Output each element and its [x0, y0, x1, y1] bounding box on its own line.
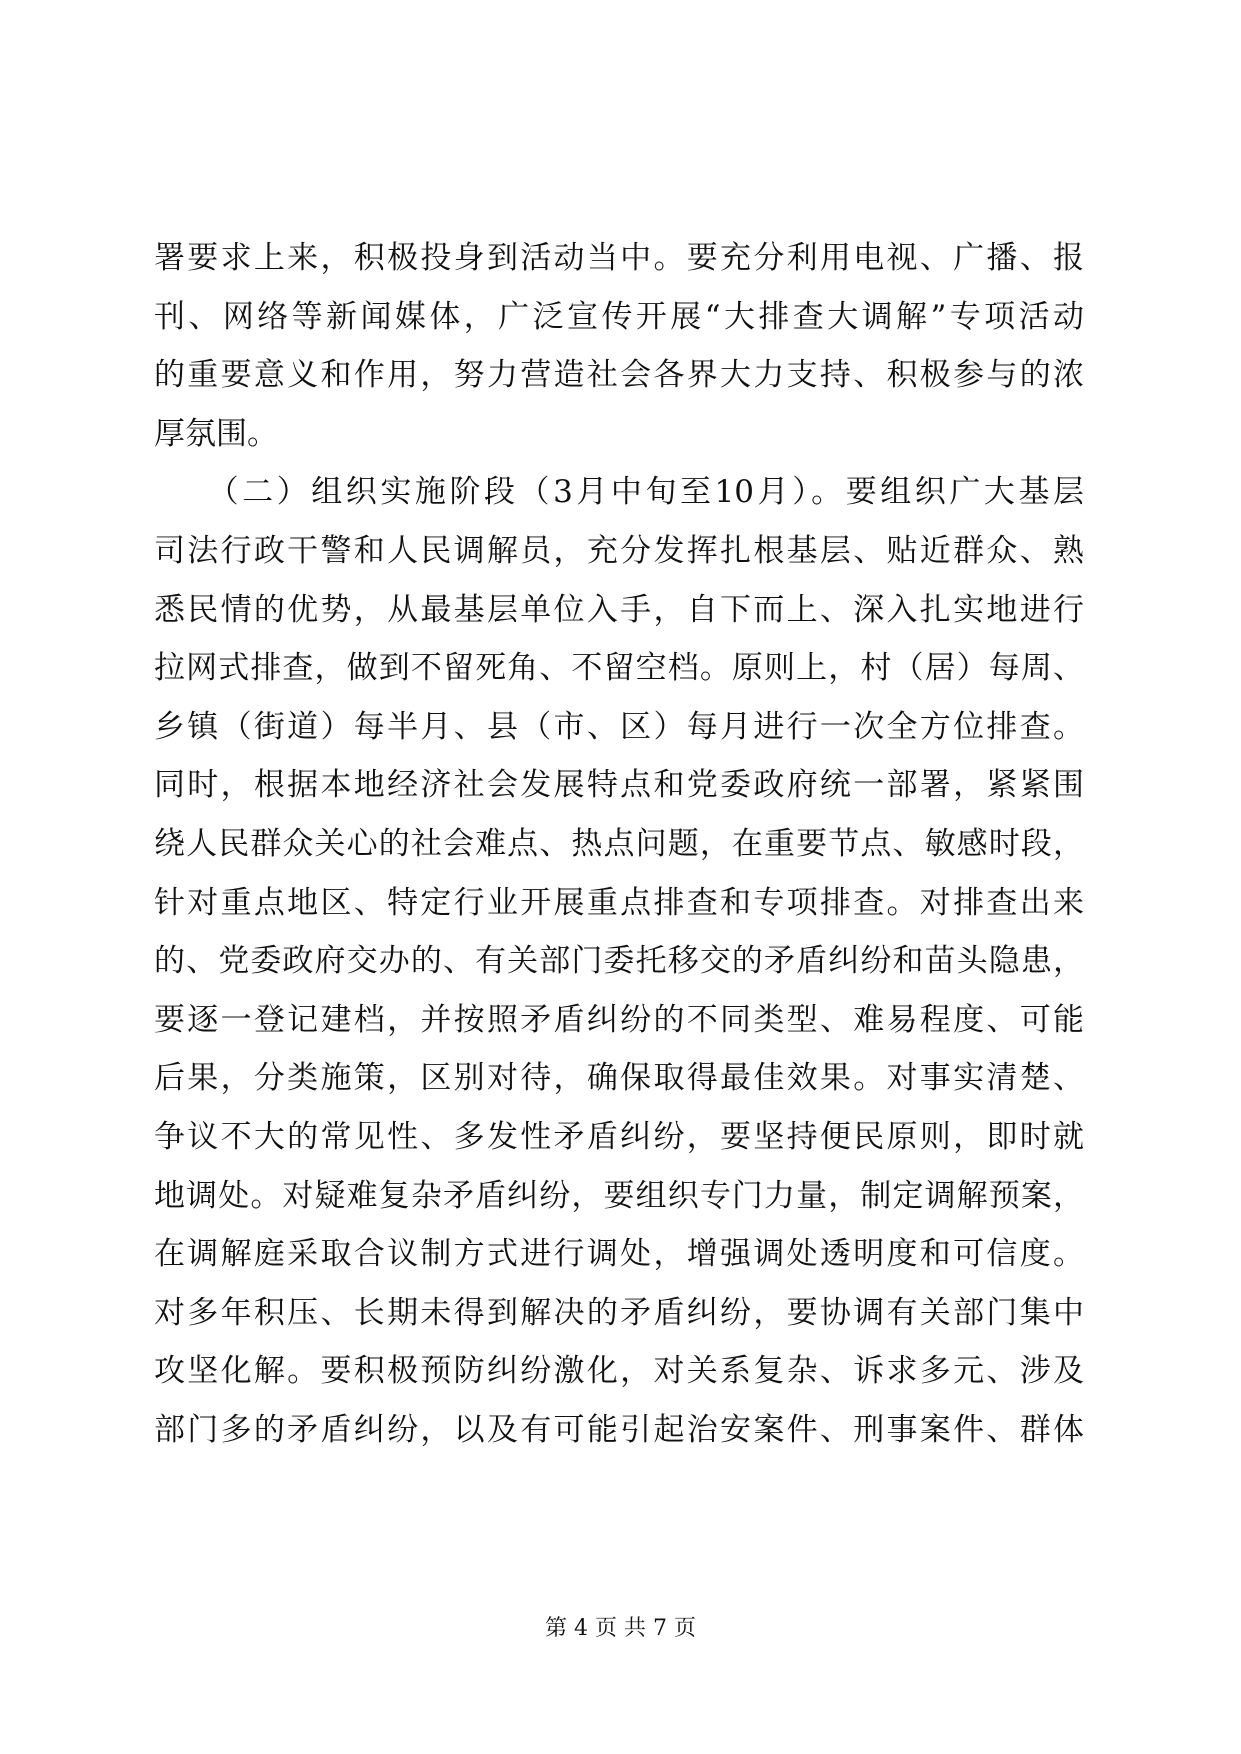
- text-line: 后果，分类施策，区别对待，确保取得最佳效果。对事实清楚、: [154, 1060, 1084, 1097]
- text-line: 刊、网络等新闻媒体，广泛宣传开展“大排查大调解”专项活动: [154, 298, 1084, 335]
- text-line: 部门多的矛盾纠纷，以及有可能引起治安案件、刑事案件、群体: [154, 1411, 1084, 1448]
- text-line: 同时，根据本地经济社会发展特点和党委政府统一部署，紧紧围: [154, 767, 1084, 804]
- text-line: （二）组织实施阶段（3月中旬至10月）。要组织广大基层: [154, 474, 1084, 511]
- text-line: 拉网式排查，做到不留死角、不留空档。原则上，村（居）每周、: [154, 650, 1084, 687]
- text-line: 对多年积压、长期未得到解决的矛盾纠纷，要协调有关部门集中: [154, 1294, 1084, 1331]
- document-body: [154, 229, 1084, 1459]
- text-line: 地调处。对疑难复杂矛盾纠纷，要组织专门力量，制定调解预案，: [154, 1177, 1084, 1214]
- text-line: 司法行政干警和人民调解员，充分发挥扎根基层、贴近群众、熟: [154, 532, 1084, 569]
- text-line: 绕人民群众关心的社会难点、热点问题，在重要节点、敏感时段，: [154, 825, 1084, 862]
- text-line: 针对重点地区、特定行业开展重点排查和专项排查。对排查出来: [154, 884, 1084, 921]
- text-line: 要逐一登记建档，并按照矛盾纠纷的不同类型、难易程度、可能: [154, 1001, 1084, 1038]
- text-line: 的、党委政府交办的、有关部门委托移交的矛盾纠纷和苗头隐患，: [154, 943, 1084, 980]
- text-line: 的重要意义和作用，努力营造社会各界大力支持、积极参与的浓: [154, 357, 1084, 394]
- text-line: 争议不大的常见性、多发性矛盾纠纷，要坚持便民原则，即时就: [154, 1118, 1084, 1155]
- text-line: 攻坚化解。要积极预防纠纷激化，对关系复杂、诉求多元、涉及: [154, 1353, 1084, 1390]
- text-line: 在调解庭采取合议制方式进行调处，增强调处透明度和可信度。: [154, 1236, 1084, 1273]
- text-line: 署要求上来，积极投身到活动当中。要充分利用电视、广播、报: [154, 240, 1084, 276]
- text-line: 厚氛围。: [154, 415, 278, 452]
- text-line: 乡镇（街道）每半月、县（市、区）每月进行一次全方位排查。: [154, 708, 1084, 745]
- page-number-footer: 第 4 页 共 7 页: [545, 1616, 696, 1641]
- text-line: 悉民情的优势，从最基层单位入手，自下而上、深入扎实地进行: [154, 591, 1084, 628]
